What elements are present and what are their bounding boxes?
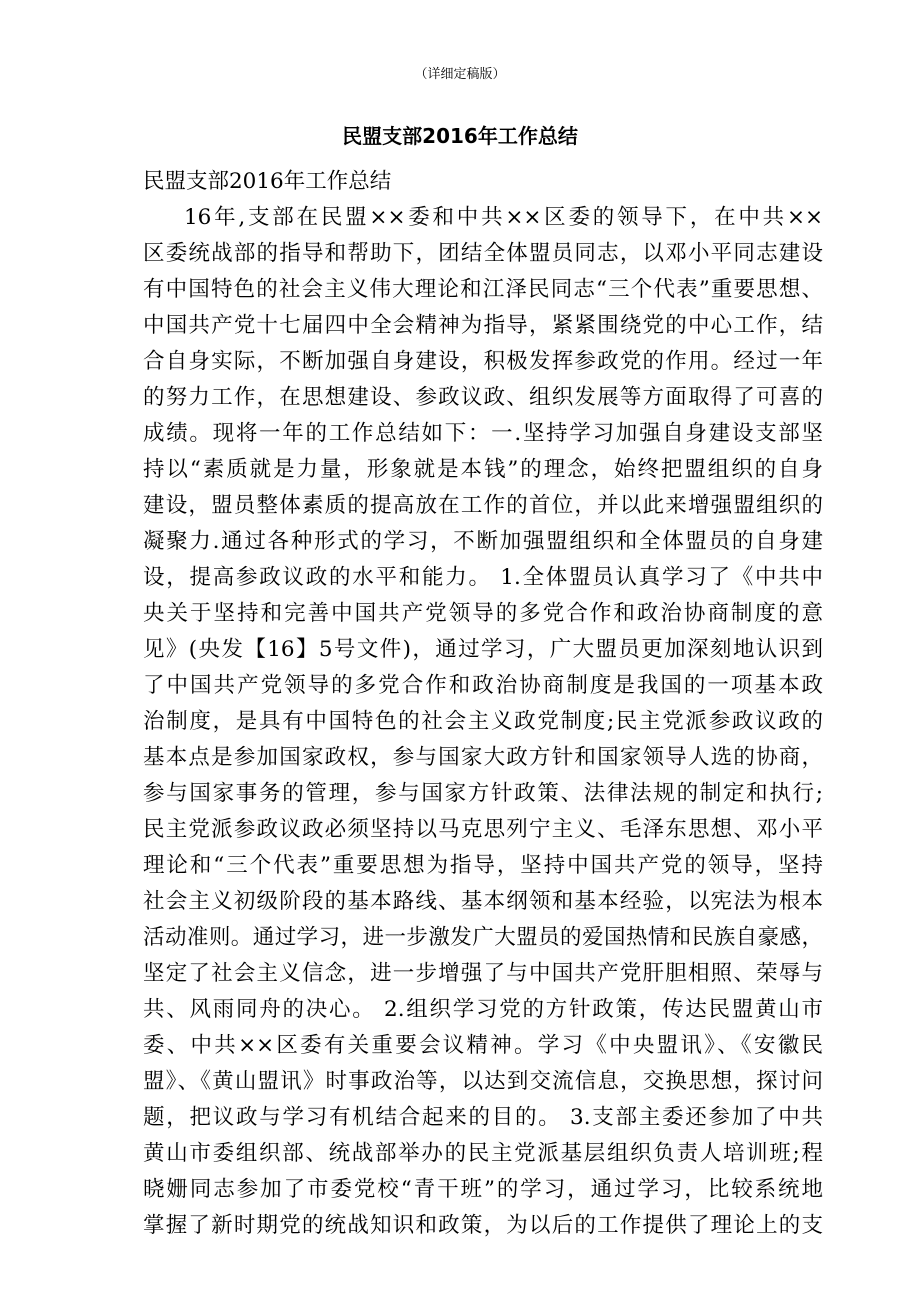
text-line: 成绩。现将一年的工作总结如下：一.坚持学习加强自身建设支部坚 xyxy=(143,421,823,446)
text-line: 合自身实际，不断加强自身建设，积极发挥参政党的作用。经过一年 xyxy=(143,349,823,374)
text-line: 治制度，是具有中国特色的社会主义政党制度;民主党派参政议政的 xyxy=(143,709,823,734)
text-line: 持以“素质就是力量，形象就是本钱”的理念，始终把盟组织的自身 xyxy=(143,457,823,482)
text-line: 活动准则。通过学习，进一步激发广大盟员的爱国热情和民族自豪感， xyxy=(143,925,823,950)
text-line: 央关于坚持和完善中国共产党领导的多党合作和政治协商制度的意 xyxy=(143,601,823,626)
text-line: 16年,支部在民盟××委和中共××区委的领导下，在中共×× xyxy=(184,205,823,230)
document-subtitle: 民盟支部2016年工作总结 xyxy=(143,169,392,194)
text-line: 参与国家事务的管理，参与国家方针政策、法律法规的制定和执行; xyxy=(143,781,823,806)
text-line: 了中国共产党领导的多党合作和政治协商制度是我国的一项基本政 xyxy=(143,673,823,698)
text-line: 黄山市委组织部、统战部举办的民主党派基层组织负责人培训班;程 xyxy=(143,1141,823,1166)
header-note: （详细定稿版） xyxy=(414,67,506,82)
text-line: 凝聚力.通过各种形式的学习，不断加强盟组织和全体盟员的自身建 xyxy=(143,529,823,554)
text-line: 设，提高参政议政的水平和能力。 1.全体盟员认真学习了《中共中 xyxy=(143,565,823,590)
body-paragraph xyxy=(143,200,823,1244)
text-line: 区委统战部的指导和帮助下，团结全体盟员同志，以邓小平同志建设 xyxy=(143,241,823,266)
text-line: 掌握了新时期党的统战知识和政策，为以后的工作提供了理论上的支 xyxy=(143,1213,823,1238)
text-line: 的努力工作，在思想建设、参政议政、组织发展等方面取得了可喜的 xyxy=(143,385,823,410)
text-line: 坚定了社会主义信念，进一步增强了与中国共产党肝胆相照、荣辱与 xyxy=(143,961,823,986)
text-line: 民主党派参政议政必须坚持以马克思列宁主义、毛泽东思想、邓小平 xyxy=(143,817,823,842)
text-line: 盟》、《黄山盟讯》时事政治等，以达到交流信息，交换思想，探讨问 xyxy=(143,1069,823,1094)
text-line: 社会主义初级阶段的基本路线、基本纲领和基本经验，以宪法为根本 xyxy=(143,889,823,914)
document-title: 民盟支部2016年工作总结 xyxy=(342,124,578,148)
text-line: 有中国特色的社会主义伟大理论和江泽民同志“三个代表”重要思想、 xyxy=(143,277,823,302)
text-line: 晓姗同志参加了市委党校“青干班”的学习，通过学习，比较系统地 xyxy=(143,1177,823,1202)
text-line: 共、风雨同舟的决心。 2.组织学习党的方针政策，传达民盟黄山市 xyxy=(143,997,823,1022)
text-line: 见》(央发【16】5号文件)，通过学习，广大盟员更加深刻地认识到 xyxy=(143,637,823,662)
text-line: 题，把议政与学习有机结合起来的目的。 3.支部主委还参加了中共 xyxy=(143,1105,823,1130)
text-line: 建设，盟员整体素质的提高放在工作的首位，并以此来增强盟组织的 xyxy=(143,493,823,518)
text-line: 基本点是参加国家政权，参与国家大政方针和国家领导人选的协商， xyxy=(143,745,823,770)
text-line: 委、中共××区委有关重要会议精神。学习《中央盟讯》、《安徽民 xyxy=(143,1033,823,1058)
text-line: 中国共产党十七届四中全会精神为指导，紧紧围绕党的中心工作，结 xyxy=(143,313,823,338)
text-line: 理论和“三个代表”重要思想为指导，坚持中国共产党的领导，坚持 xyxy=(143,853,823,878)
